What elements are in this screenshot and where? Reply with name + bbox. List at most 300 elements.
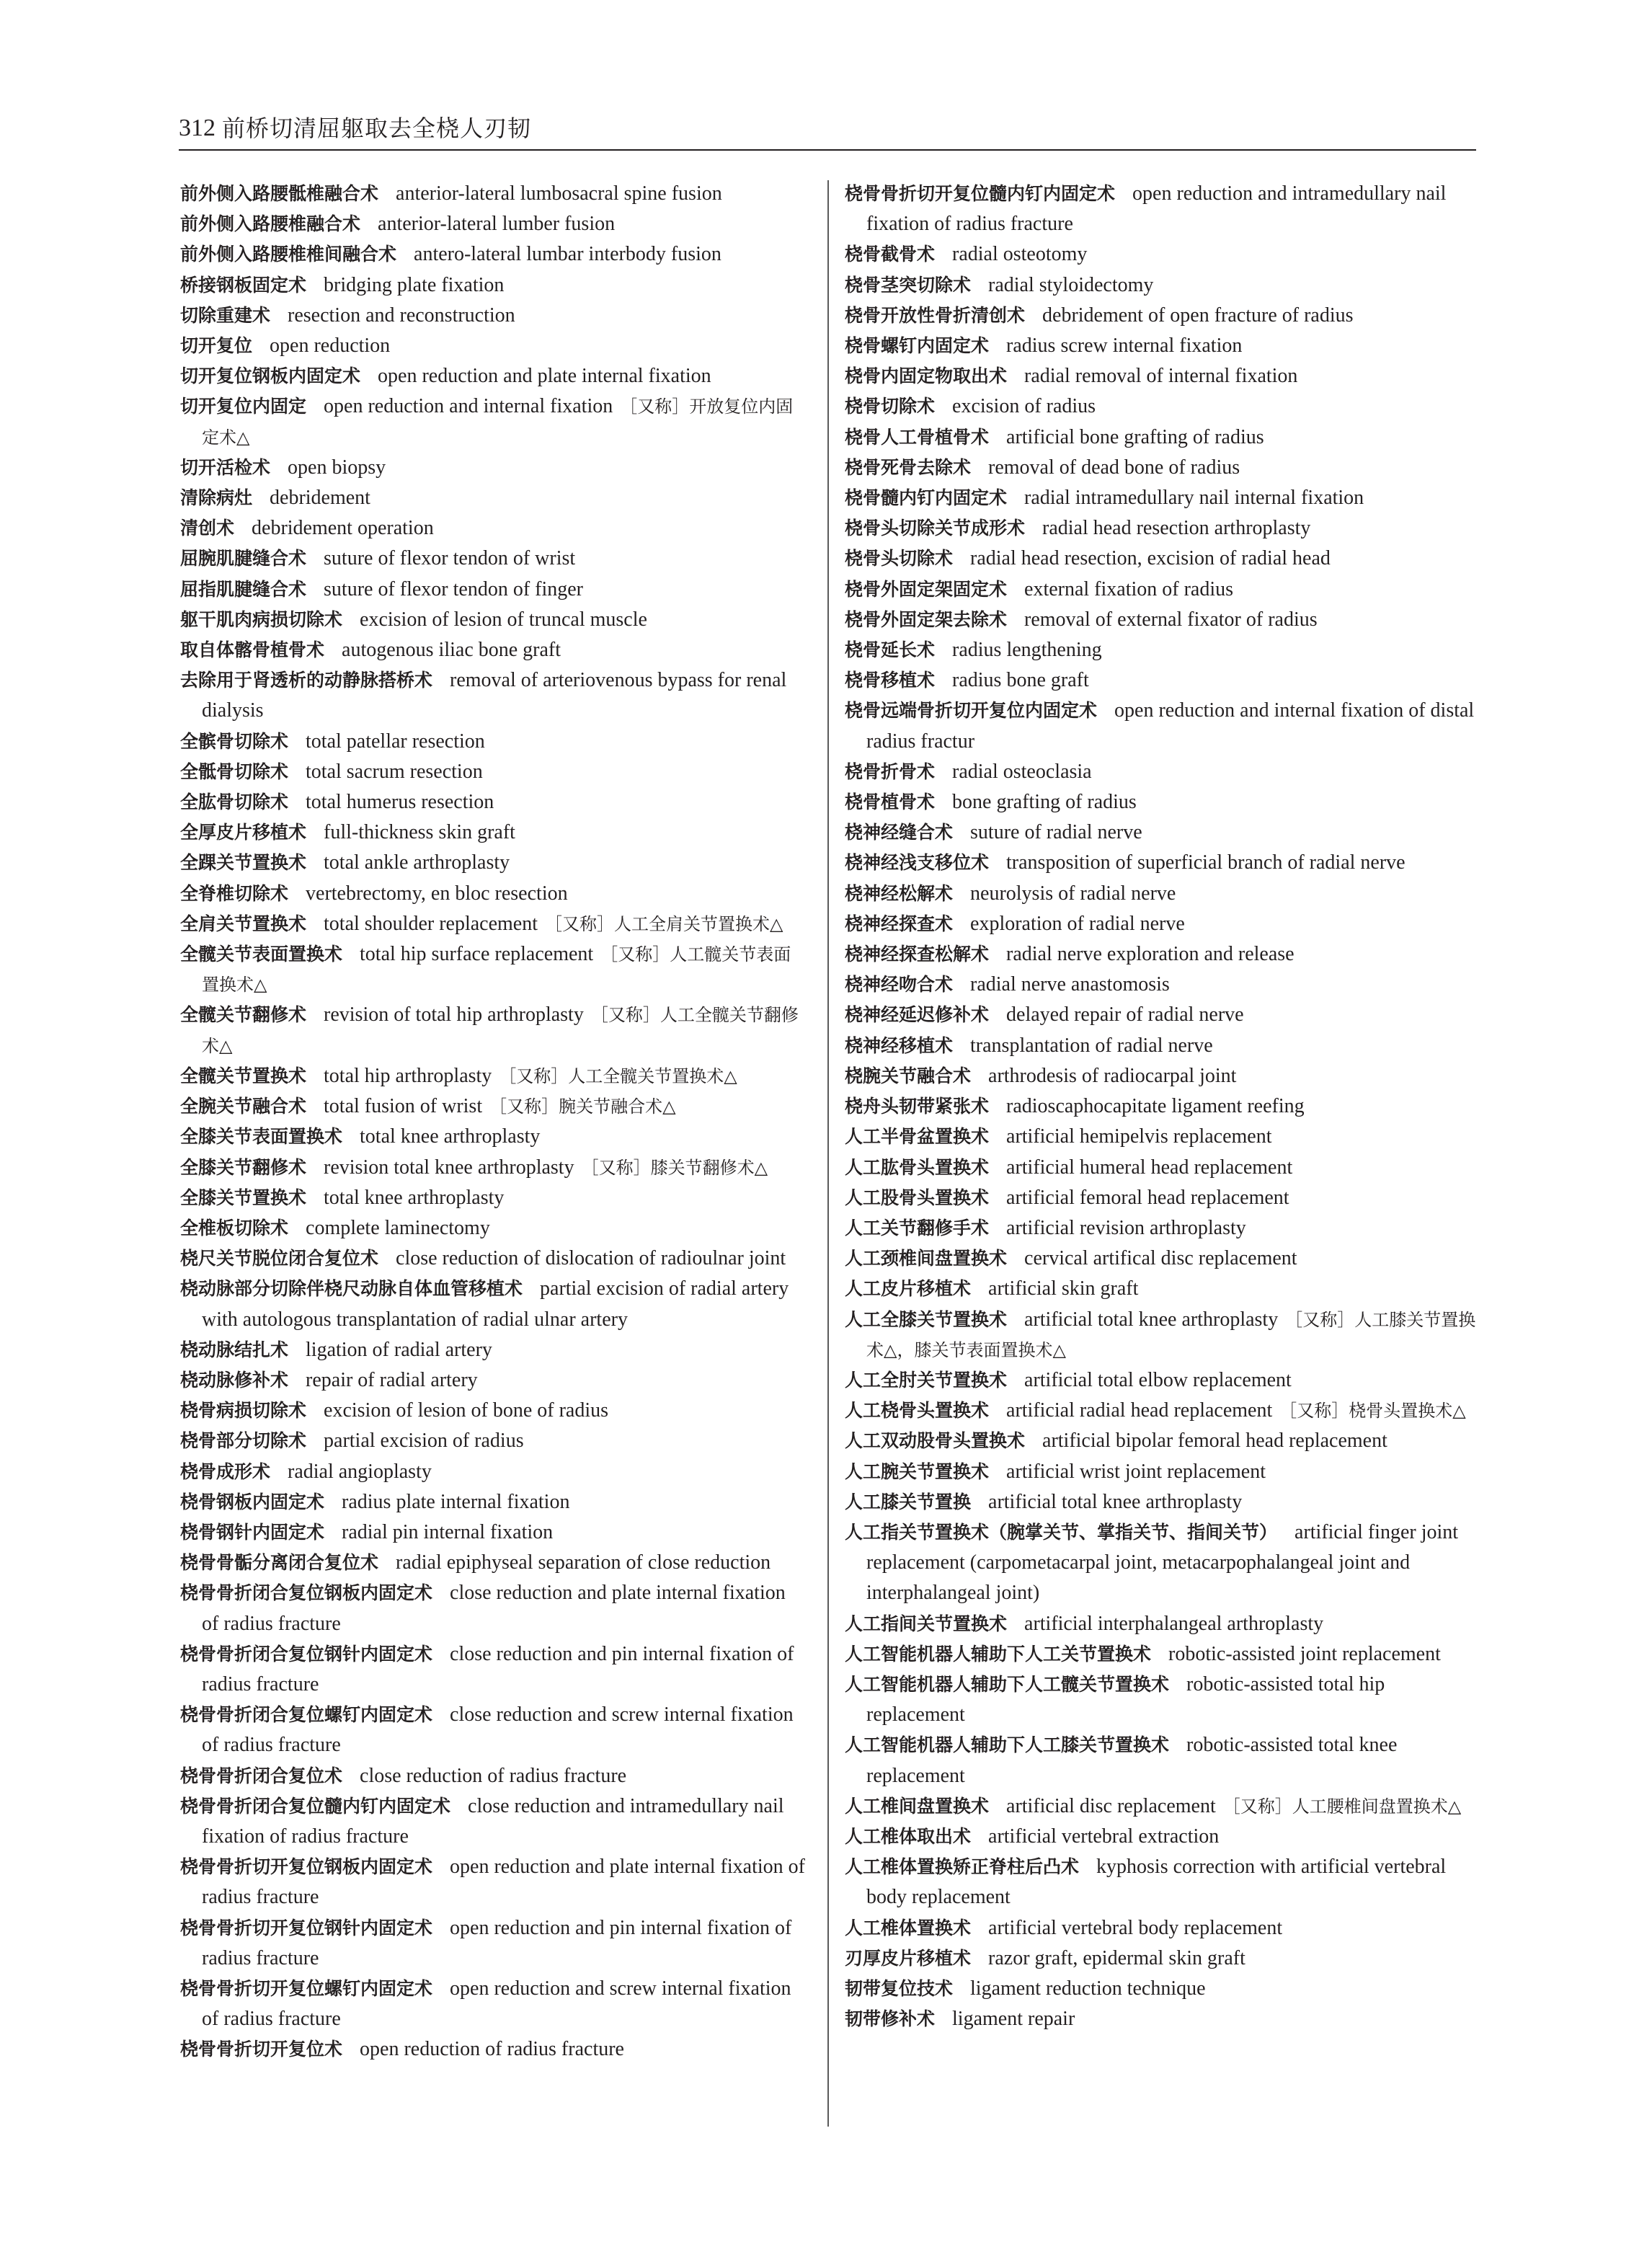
page-header	[179, 108, 1476, 149]
term-chinese: 桡神经移植术	[845, 1034, 954, 1056]
term-english: suture of flexor tendon of finger	[324, 577, 584, 600]
term-entry	[845, 1487, 1476, 1517]
term-english: removal of external fixator of radius	[1024, 608, 1318, 631]
term-entry	[845, 665, 1476, 696]
term-entry	[180, 635, 807, 665]
term-english: removal of arteriovenous bypass for renal dialysis	[202, 669, 787, 722]
term-english: radial nerve anastomosis	[970, 973, 1170, 996]
term-chinese: 前外侧入路腰骶椎融合术	[180, 183, 379, 204]
term-entry	[845, 970, 1476, 1000]
term-english: artificial wrist joint replacement	[1006, 1460, 1266, 1483]
term-chinese: 桡骨切除术	[845, 396, 936, 417]
term-chinese: 人工腕关节置换术	[845, 1460, 990, 1482]
term-chinese: 人工指关节置换术（腕掌关节、掌指关节、指间关节）	[845, 1521, 1278, 1543]
term-english: radial intramedullary nail internal fixation	[1024, 487, 1364, 510]
term-chinese: 切开复位	[180, 335, 253, 357]
term-english: resection and reconstruction	[288, 303, 515, 327]
term-english: complete laminectomy	[306, 1216, 490, 1239]
term-english: radius lengthening	[952, 639, 1102, 662]
term-chinese: 桡动脉修补术	[180, 1369, 289, 1391]
term-entry	[180, 361, 807, 391]
term-english: ligament reduction technique	[970, 1977, 1206, 2000]
term-entry	[180, 1335, 807, 1365]
term-english: open reduction and pin internal fixation of radius fracture	[202, 1916, 792, 1969]
term-chinese: 桡骨骨折切开复位钢针内固定术	[180, 1917, 433, 1938]
term-alias: ［又称］桡骨头置换术△	[1279, 1401, 1466, 1422]
term-entry	[845, 1943, 1476, 1974]
term-english: total hip surface replacement	[360, 943, 594, 966]
term-chinese: 全膝关节表面置换术	[180, 1126, 343, 1148]
term-entry	[180, 787, 807, 817]
term-english: artificial hemipelvis replacement	[1006, 1125, 1272, 1148]
term-chinese: 桡骨人工骨植骨术	[845, 426, 990, 448]
term-chinese: 人工全肘关节置换术	[845, 1369, 1008, 1391]
term-alias: ［又称］膝关节翻修术△	[581, 1157, 768, 1178]
term-english: full-thickness skin graft	[324, 821, 515, 844]
term-entry	[845, 848, 1476, 878]
term-entry	[180, 1153, 807, 1183]
term-chinese: 躯干肌肉病损切除术	[180, 608, 343, 630]
term-entry	[845, 696, 1476, 756]
term-entry	[180, 1274, 807, 1334]
term-entry	[845, 1609, 1476, 1639]
term-entry	[845, 1730, 1476, 1791]
term-entry	[845, 1426, 1476, 1456]
term-entry	[180, 1517, 807, 1548]
term-entry	[180, 909, 807, 939]
term-english: open reduction and internal fixation of distal radius fractur	[866, 699, 1475, 753]
term-entry	[845, 453, 1476, 483]
term-chinese: 人工指间关节置换术	[845, 1613, 1008, 1634]
term-english: artificial vertebral extraction	[988, 1825, 1220, 1848]
term-chinese: 前外侧入路腰椎椎间融合术	[180, 244, 397, 265]
term-english: neurolysis of radial nerve	[970, 882, 1176, 905]
term-chinese: 全骶骨切除术	[180, 761, 289, 782]
term-english: vertebrectomy, en bloc resection	[306, 882, 568, 905]
term-english: total patellar resection	[306, 730, 485, 753]
term-english: artificial total knee arthroplasty	[988, 1490, 1243, 1513]
term-chinese: 人工智能机器人辅助下人工膝关节置换术	[845, 1734, 1170, 1756]
term-english: debridement	[270, 487, 370, 510]
term-english: autogenous iliac bone graft	[342, 639, 561, 662]
term-english: radial pin internal fixation	[342, 1520, 554, 1543]
term-entry	[180, 1548, 807, 1578]
term-chinese: 桡骨骨骺分离闭合复位术	[180, 1552, 379, 1574]
term-english: artificial skin graft	[988, 1277, 1139, 1300]
term-entry	[180, 727, 807, 757]
term-entry	[180, 1457, 807, 1487]
term-alias: ［又称］人工全髋关节翻修术△	[202, 1005, 799, 1056]
term-english: open reduction and plate internal fixation	[378, 365, 711, 388]
term-entry	[180, 1396, 807, 1426]
term-english: transplantation of radial nerve	[970, 1034, 1213, 1057]
term-english: total ankle arthroplasty	[324, 851, 510, 874]
term-english: kyphosis correction with artificial vertebral body replacement	[866, 1856, 1447, 1909]
term-entry	[180, 209, 807, 239]
term-chinese: 桡骨植骨术	[845, 792, 936, 813]
term-english: total fusion of wrist	[324, 1095, 483, 1118]
term-chinese: 桡骨骨折切开复位螺钉内固定术	[180, 1977, 433, 1999]
term-chinese: 桡骨死骨去除术	[845, 456, 972, 478]
term-entry	[180, 270, 807, 301]
term-chinese: 桡骨移植术	[845, 670, 936, 691]
term-entry	[845, 1365, 1476, 1396]
term-english: radial head resection arthroplasty	[1042, 517, 1311, 540]
term-entry	[180, 483, 807, 513]
term-entry	[180, 757, 807, 787]
term-entry	[180, 1365, 807, 1396]
term-entry	[180, 575, 807, 605]
page-number: 312	[179, 115, 216, 141]
term-english: radius screw internal fixation	[1006, 334, 1243, 358]
term-chinese: 桡骨折骨术	[845, 761, 936, 782]
term-english: open reduction of radius fracture	[360, 2038, 624, 2061]
term-chinese: 桡动脉结扎术	[180, 1339, 289, 1360]
term-chinese: 桡骨骨折切开复位髓内钉内固定术	[845, 183, 1116, 204]
term-chinese: 桡骨钢针内固定术	[180, 1521, 325, 1543]
term-english: debridement of open fracture of radius	[1042, 303, 1354, 327]
term-english: bone grafting of radius	[952, 791, 1137, 814]
term-english: total sacrum resection	[306, 760, 483, 783]
term-chinese: 刃厚皮片移植术	[845, 1947, 972, 1969]
term-english: exploration of radial nerve	[970, 912, 1185, 935]
term-chinese: 切开活检术	[180, 456, 271, 478]
term-chinese: 全椎板切除术	[180, 1217, 289, 1238]
term-chinese: 韧带复位技术	[845, 1977, 954, 1999]
term-chinese: 桡神经探查术	[845, 913, 954, 934]
term-english: close reduction and pin internal fixation of radius fracture	[202, 1642, 794, 1696]
term-chinese: 取自体髂骨植骨术	[180, 639, 325, 661]
term-english: total humerus resection	[306, 791, 494, 814]
term-english: robotic-assisted total hip replacement	[866, 1672, 1385, 1727]
term-chinese: 桡骨骨折闭合复位钢板内固定术	[180, 1582, 433, 1604]
term-entry	[845, 1639, 1476, 1670]
term-entry	[845, 1031, 1476, 1061]
term-english: artificial total knee arthroplasty	[1024, 1308, 1279, 1331]
term-entry	[845, 513, 1476, 544]
term-entry	[845, 1183, 1476, 1213]
term-entry	[180, 1061, 807, 1091]
column-divider	[827, 180, 829, 2127]
term-english: total knee arthroplasty	[324, 1186, 505, 1209]
term-english: total hip arthroplasty	[324, 1064, 492, 1087]
term-english: artificial bipolar femoral head replacement	[1042, 1430, 1387, 1453]
term-chinese: 全髋关节表面置换术	[180, 944, 343, 965]
term-chinese: 全踝关节置换术	[180, 852, 307, 874]
term-entry	[180, 665, 807, 726]
term-chinese: 桡骨头切除术	[845, 548, 954, 569]
term-chinese: 人工膝关节置换	[845, 1491, 972, 1512]
term-english: artificial humeral head replacement	[1006, 1156, 1293, 1179]
term-english: partial excision of radial artery with autologous transplantation of radial ulnar artery	[202, 1277, 789, 1331]
term-chinese: 桥接钢板固定术	[180, 274, 307, 296]
term-english: radial styloidectomy	[988, 273, 1154, 296]
term-english: ligation of radial artery	[306, 1338, 492, 1361]
term-chinese: 桡腕关节融合术	[845, 1065, 972, 1086]
term-english: total knee arthroplasty	[360, 1125, 541, 1148]
term-entry	[180, 1183, 807, 1213]
term-entry	[845, 1061, 1476, 1091]
term-chinese: 屈指肌腱缝合术	[180, 578, 307, 600]
term-chinese: 韧带修补术	[845, 2008, 936, 2030]
term-chinese: 桡神经浅支移位术	[845, 852, 990, 874]
term-entry	[845, 817, 1476, 848]
term-chinese: 屈腕肌腱缝合术	[180, 548, 307, 569]
term-entry	[845, 879, 1476, 909]
term-chinese: 桡骨茎突切除术	[845, 274, 972, 296]
term-chinese: 全膝关节置换术	[180, 1187, 307, 1208]
term-entry	[845, 1274, 1476, 1304]
term-english: artificial radial head replacement	[1006, 1399, 1273, 1422]
term-chinese: 桡骨延长术	[845, 639, 936, 661]
term-alias: ［又称］人工腰椎间盘置换术△	[1222, 1796, 1462, 1817]
term-chinese: 桡神经吻合术	[845, 974, 954, 996]
term-entry	[180, 2034, 807, 2065]
term-entry	[845, 1974, 1476, 2004]
term-english: artificial interphalangeal arthroplasty	[1024, 1612, 1324, 1635]
term-chinese: 全肩关节置换术	[180, 913, 307, 934]
term-entry	[845, 331, 1476, 361]
term-chinese: 人工智能机器人辅助下人工髋关节置换术	[845, 1673, 1170, 1695]
term-chinese: 桡骨头切除关节成形术	[845, 518, 1026, 539]
left-column	[180, 179, 807, 2065]
term-entry	[180, 301, 807, 331]
term-entry	[845, 544, 1476, 574]
term-entry	[180, 1244, 807, 1274]
term-chinese: 桡骨骨折切开复位钢板内固定术	[180, 1856, 433, 1878]
term-entry	[845, 757, 1476, 787]
term-entry	[845, 1913, 1476, 1943]
term-entry	[180, 1761, 807, 1791]
term-entry	[180, 1700, 807, 1760]
term-entry	[180, 1913, 807, 1974]
term-english: close reduction and intramedullary nail fixation of radius fracture	[202, 1794, 784, 1848]
term-chinese: 人工双动股骨头置换术	[845, 1430, 1026, 1452]
term-entry	[180, 848, 807, 878]
term-english: debridement operation	[252, 517, 434, 540]
term-chinese: 桡骨螺钉内固定术	[845, 335, 990, 357]
term-english: close reduction and screw internal fixation of radius fracture	[202, 1703, 794, 1757]
term-entry	[845, 391, 1476, 422]
term-english: excision of lesion of bone of radius	[324, 1399, 609, 1422]
term-chinese: 全膝关节翻修术	[180, 1156, 307, 1178]
term-english: ligament repair	[952, 2008, 1075, 2031]
term-chinese: 桡骨远端骨折切开复位内固定术	[845, 700, 1098, 722]
term-chinese: 桡骨骨折闭合复位钢针内固定术	[180, 1643, 433, 1665]
term-english: open reduction and plate internal fixation of radius fracture	[202, 1856, 805, 1909]
term-alias: ［又称］腕关节融合术△	[489, 1096, 676, 1117]
term-entry	[180, 544, 807, 574]
term-chinese: 桡骨骨折闭合复位髓内钉内固定术	[180, 1795, 451, 1817]
term-english: repair of radial artery	[306, 1368, 478, 1391]
term-english: radial osteotomy	[952, 243, 1088, 266]
term-english: artificial vertebral body replacement	[988, 1916, 1283, 1939]
term-entry	[180, 179, 807, 209]
term-entry	[180, 1426, 807, 1456]
term-entry	[180, 605, 807, 635]
term-entry	[180, 239, 807, 270]
page-title: 前桥切清屈躯取去全桡人刃韧	[222, 115, 532, 142]
term-chinese: 人工肱骨头置换术	[845, 1156, 990, 1178]
term-entry	[845, 301, 1476, 331]
term-english: open reduction	[270, 334, 391, 358]
term-entry	[845, 270, 1476, 301]
term-chinese: 桡神经延迟修补术	[845, 1004, 990, 1026]
term-chinese: 人工椎体取出术	[845, 1825, 972, 1847]
term-chinese: 全髌骨切除术	[180, 730, 289, 752]
term-english: radial removal of internal fixation	[1024, 365, 1298, 388]
term-english: artificial finger joint replacement (carpometacarpal joint, metacarpophalangeal joint and interphalangeal joint)	[866, 1520, 1459, 1605]
term-entry	[845, 1396, 1476, 1426]
term-chinese: 全腕关节融合术	[180, 1096, 307, 1117]
term-english: suture of radial nerve	[970, 821, 1142, 844]
term-english: suture of flexor tendon of wrist	[324, 547, 576, 570]
term-entry	[845, 483, 1476, 513]
term-chinese: 全脊椎切除术	[180, 882, 289, 904]
term-english: radial angioplasty	[288, 1460, 432, 1483]
term-entry	[845, 361, 1476, 391]
term-english: radial epiphyseal separation of close reduction	[396, 1551, 771, 1574]
term-entry	[180, 513, 807, 544]
term-english: radius plate internal fixation	[342, 1490, 570, 1513]
term-chinese: 桡骨部分切除术	[180, 1430, 307, 1452]
term-english: arthrodesis of radiocarpal joint	[988, 1064, 1237, 1087]
term-english: razor graft, epidermal skin graft	[988, 1946, 1245, 1969]
term-chinese: 人工智能机器人辅助下人工关节置换术	[845, 1643, 1152, 1665]
term-english: artificial revision arthroplasty	[1006, 1216, 1246, 1239]
term-entry	[845, 575, 1476, 605]
term-chinese: 桡尺关节脱位闭合复位术	[180, 1248, 379, 1269]
term-chinese: 桡骨成形术	[180, 1460, 271, 1482]
term-english: cervical artifical disc replacement	[1024, 1247, 1297, 1270]
term-chinese: 桡骨骨折闭合复位螺钉内固定术	[180, 1704, 433, 1726]
term-entry	[180, 1122, 807, 1152]
term-chinese: 全髋关节置换术	[180, 1065, 307, 1086]
term-entry	[845, 1153, 1476, 1183]
term-entry	[180, 1578, 807, 1639]
term-chinese: 桡骨开放性骨折清创术	[845, 304, 1026, 326]
term-english: robotic-assisted total knee replacement	[866, 1734, 1398, 1787]
term-english: external fixation of radius	[1024, 577, 1234, 600]
term-entry	[180, 1791, 807, 1852]
term-english: excision of radius	[952, 395, 1096, 418]
term-alias: ［又称］人工髋关节表面置换术△	[202, 944, 791, 996]
term-entry	[845, 787, 1476, 817]
term-entry	[845, 1852, 1476, 1912]
term-chinese: 人工桡骨头置换术	[845, 1400, 990, 1422]
term-entry	[845, 422, 1476, 453]
term-english: open reduction and screw internal fixation of radius fracture	[202, 1977, 791, 2031]
term-entry	[845, 1244, 1476, 1274]
term-chinese: 桡骨钢板内固定术	[180, 1491, 325, 1512]
term-chinese: 桡骨骨折闭合复位术	[180, 1765, 343, 1786]
term-entry	[845, 635, 1476, 665]
term-entry	[845, 239, 1476, 270]
term-chinese: 人工颈椎间盘置换术	[845, 1248, 1008, 1269]
term-chinese: 切开复位钢板内固定术	[180, 365, 361, 387]
term-chinese: 桡神经缝合术	[845, 822, 954, 843]
term-entry	[180, 391, 807, 452]
term-entry	[180, 1000, 807, 1060]
term-entry	[180, 453, 807, 483]
term-alias: ［又称］人工膝关节置换术△，膝关节表面置换术△	[866, 1309, 1476, 1360]
term-chinese: 桡神经松解术	[845, 882, 954, 904]
term-english: open biopsy	[288, 456, 386, 479]
term-entry	[180, 1091, 807, 1122]
term-english: delayed repair of radial nerve	[1006, 1003, 1244, 1027]
term-alias: ［又称］开放复位内固定术△	[202, 396, 794, 448]
term-english: robotic-assisted joint replacement	[1168, 1642, 1441, 1665]
term-chinese: 桡骨骨折切开复位术	[180, 2039, 343, 2060]
term-chinese: 桡神经探查松解术	[845, 944, 990, 965]
term-entry	[845, 605, 1476, 635]
term-entry	[180, 1487, 807, 1517]
term-english: radial head resection, excision of radial head	[970, 547, 1331, 570]
term-english: anterior-lateral lumber fusion	[378, 213, 616, 236]
term-entry	[845, 909, 1476, 939]
right-column	[845, 179, 1476, 2034]
term-entry	[845, 1213, 1476, 1244]
term-chinese: 去除用于肾透析的动静脉搭桥术	[180, 670, 433, 691]
term-english: radius bone graft	[952, 669, 1089, 692]
term-entry	[180, 1852, 807, 1912]
term-chinese: 全髋关节翻修术	[180, 1004, 307, 1026]
term-english: artificial total elbow replacement	[1024, 1368, 1292, 1391]
term-english: close reduction of radius fracture	[360, 1764, 627, 1787]
term-entry	[180, 939, 807, 1000]
term-chinese: 桡骨外固定架去除术	[845, 608, 1008, 630]
term-entry	[845, 1791, 1476, 1822]
term-chinese: 人工皮片移植术	[845, 1278, 972, 1300]
term-english: radial osteoclasia	[952, 760, 1092, 783]
term-alias: ［又称］人工全肩关节置换术△	[545, 913, 783, 934]
term-chinese: 人工椎体置换矫正脊柱后凸术	[845, 1856, 1080, 1878]
term-chinese: 桡动脉部分切除伴桡尺动脉自体血管移植术	[180, 1278, 523, 1300]
term-chinese: 全肱骨切除术	[180, 792, 289, 813]
term-entry	[180, 817, 807, 848]
term-entry	[845, 179, 1476, 239]
header-rule	[179, 149, 1476, 151]
term-english: radioscaphocapitate ligament reefing	[1006, 1095, 1305, 1118]
term-entry	[845, 1305, 1476, 1365]
term-english: anterior-lateral lumbosacral spine fusion	[396, 182, 722, 205]
term-english: partial excision of radius	[324, 1430, 524, 1453]
term-chinese: 桡骨内固定物取出术	[845, 365, 1008, 387]
term-english: bridging plate fixation	[324, 273, 505, 296]
term-english: artificial disc replacement	[1006, 1794, 1216, 1817]
term-english: close reduction and plate internal fixation of radius fracture	[202, 1582, 786, 1635]
term-english: revision total knee arthroplasty	[324, 1156, 574, 1179]
term-entry	[845, 1091, 1476, 1122]
term-entry	[180, 1639, 807, 1700]
term-chinese: 人工关节翻修手术	[845, 1217, 990, 1238]
term-english: open reduction and internal fixation	[324, 395, 613, 418]
term-english: total shoulder replacement	[324, 912, 538, 935]
term-english: antero-lateral lumbar interbody fusion	[414, 243, 721, 266]
term-entry	[845, 1670, 1476, 1730]
term-entry	[845, 1517, 1476, 1609]
term-english: artificial bone grafting of radius	[1006, 425, 1264, 448]
term-chinese: 桡骨外固定架固定术	[845, 578, 1008, 600]
term-chinese: 桡骨病损切除术	[180, 1400, 307, 1422]
term-english: excision of lesion of truncal muscle	[360, 608, 647, 631]
term-chinese: 桡骨截骨术	[845, 244, 936, 265]
term-entry	[845, 1122, 1476, 1152]
term-english: artificial femoral head replacement	[1006, 1186, 1289, 1209]
term-chinese: 切除重建术	[180, 304, 271, 326]
term-chinese: 切开复位内固定	[180, 396, 307, 417]
term-entry	[845, 939, 1476, 970]
